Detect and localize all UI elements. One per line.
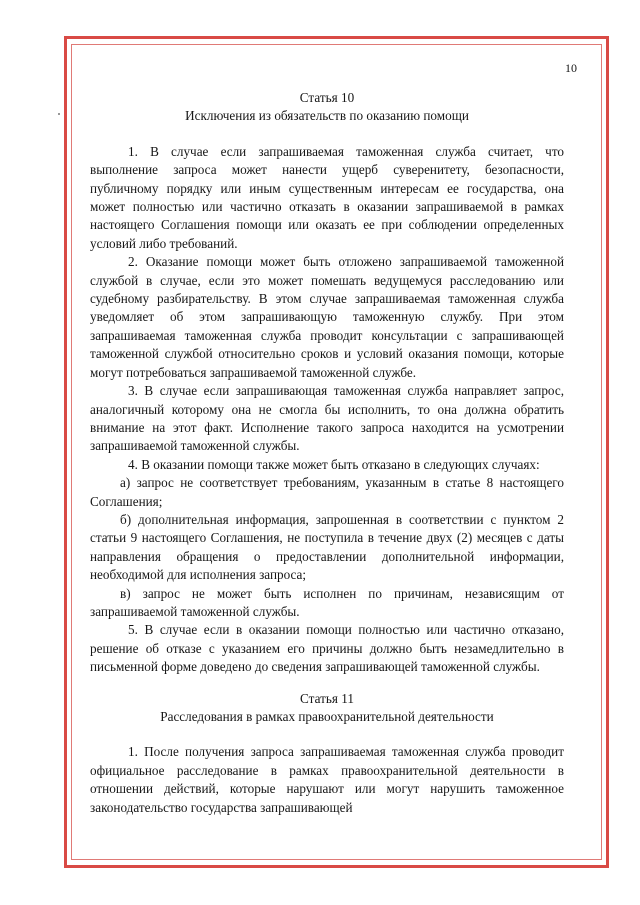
article-10-title: Исключения из обязательств по оказанию помощи — [185, 108, 469, 124]
article-11-number: Статья 11 — [300, 690, 354, 706]
article-10-subitem-b: б) дополнительная информация, запрошенная в соответствии с пунктом 2 статьи 9 настоящего Соглашения, не поступила в течение двух (2) месяцев с даты направления обращения о предоставлении дополнительной информации, необходимой для исполнения запроса; — [90, 511, 564, 583]
article-10-subitem-a: а) запрос не соответствует требованиям, указанным в статье 8 настоящего Соглашения; — [90, 475, 564, 509]
document-body — [90, 89, 564, 817]
article-10-paragraph-3: 3. В случае если запрашивающая таможенная служба направляет запрос, аналогичный которому она не смогла бы исполнить, то она должна обратить внимание на этот факт. Исполнение такого запроса находится на усмотрении запрашиваемой таможенной службы. — [90, 383, 564, 454]
article-10-paragraph-2: 2. Оказание помощи может быть отложено запрашиваемой таможенной службой в случае, если это может помешать ведущемуся расследованию или судебному разбирательству. В этом случае запрашиваемая таможенная служба уведомляет об этом запрашивающую таможенную службу. При этом запрашиваемая таможенная служба проводит консультации с запрашивающей таможенной службой относительно сроков и условий оказания помощи, которые могут потребоваться запрашиваемой таможенной службе. — [90, 254, 564, 380]
article-10-paragraph-1: 1. В случае если запрашиваемая таможенная служба считает, что выполнение запроса может нанести ущерб суверенитету, безопасности, публичному порядку или иным существенным интересам ее государства, она может полностью или частично отказать в оказании запрашиваемой в рамках настоящего Соглашения помощи или оказать ее при соблюдении определенных условий либо требований. — [90, 143, 564, 251]
article-11-paragraph-1: 1. После получения запроса запрашиваемая таможенная служба проводит официальное расследование в рамках правоохранительной деятельности в отношении действий, которые нарушают или могут нарушить таможенное законодательство государства запрашивающей — [90, 744, 564, 815]
article-10-subitem-c: в) запрос не может быть исполнен по причинам, независящим от запрашиваемой таможенной службы. — [90, 585, 564, 619]
article-10-number: Статья 10 — [299, 90, 355, 105]
article-10-paragraph-4: 4. В оказании помощи также может быть отказано в следующих случаях: — [128, 456, 540, 472]
page-number: 10 — [565, 61, 577, 75]
article-11-title: Расследования в рамках правоохранительной деятельности — [160, 709, 494, 724]
article-10-paragraph-5: 5. В случае если в оказании помощи полностью или частично отказано, решение об отказе с указанием его причины должно быть незамедлительно в письменной форме доведено до сведения запрашивающей таможенной службы. — [90, 622, 564, 675]
scan-speck — [58, 113, 60, 115]
